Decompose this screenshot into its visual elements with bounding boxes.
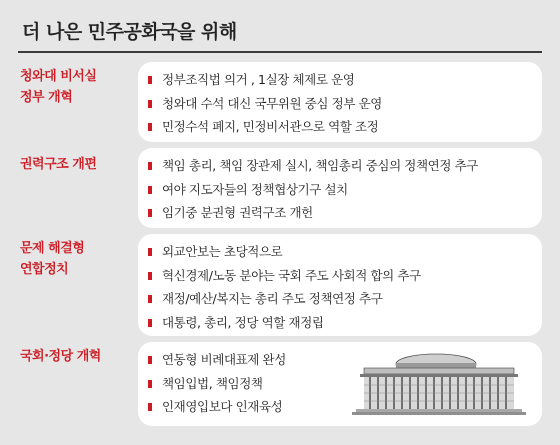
- list-item-text: 민정수석 폐지, 민정비서관으로 역할 조정: [162, 119, 379, 134]
- page-title: 더 나은 민주공화국을 위해: [22, 21, 237, 43]
- national-assembly-building-icon: [350, 352, 528, 416]
- section-items-box: [138, 148, 542, 228]
- bullet-icon: [148, 123, 152, 131]
- list-item: [148, 240, 532, 264]
- list-item-text: 임기중 분권형 권력구조 개헌: [162, 205, 313, 220]
- list-item-text: 여야 지도자들의 정책협상기구 설치: [162, 181, 348, 197]
- list-item: [148, 92, 532, 116]
- bullet-icon: [148, 209, 152, 217]
- bullet-icon: [148, 248, 152, 256]
- section-items-box: [138, 342, 542, 426]
- section-power-structure: [20, 148, 542, 228]
- bullet-icon: [148, 272, 152, 280]
- bullet-icon: [148, 162, 152, 170]
- list-item-text: 정부조직법 의거 , 1실장 체제로 운영: [162, 72, 355, 87]
- list-item-text: 인재영입보다 인재육성: [162, 399, 283, 414]
- list-item-text: 재정/예산/복지는 총리 주도 정책연정 추구: [162, 291, 383, 306]
- list-item-text: 연동형 비례대표제 완성: [162, 352, 286, 367]
- section-items-box: [138, 62, 542, 142]
- list-item: [148, 68, 532, 92]
- list-item-text: 책임 총리, 책임 장관제 실시, 책임총리 중심의 정책연정 추구: [162, 158, 478, 173]
- section-cheongwadae-reform: [20, 62, 542, 142]
- section-label: [20, 346, 132, 367]
- bullet-icon: [148, 295, 152, 303]
- bullet-icon: [148, 100, 152, 108]
- list-item: [148, 178, 532, 202]
- bullet-icon: [148, 380, 152, 388]
- section-coalition-politics: [20, 234, 542, 336]
- title-divider: [18, 51, 542, 53]
- list-item-text: 대통령, 총리, 정당 역할 재정립: [162, 314, 324, 330]
- section-label-line: 청와대 비서실: [20, 69, 97, 84]
- section-label-line: 국회·정당 개혁: [20, 349, 101, 364]
- section-assembly-party-reform: [20, 342, 542, 426]
- section-label-line: 연합정치: [20, 262, 69, 277]
- list-item-text: 외교안보는 초당적으로: [162, 244, 283, 259]
- list-item: [148, 201, 532, 225]
- list-item: [148, 311, 532, 335]
- bullet-icon: [148, 186, 152, 194]
- bullet-icon: [148, 403, 152, 411]
- section-label: [20, 238, 132, 280]
- list-item: [148, 264, 532, 288]
- list-item-text: 청와대 수석 대신 국무위원 중심 정부 운영: [162, 95, 382, 111]
- list-item: [148, 287, 532, 311]
- list-item: [148, 115, 532, 139]
- bullet-icon: [148, 356, 152, 364]
- bullet-icon: [148, 76, 152, 84]
- bullet-icon: [148, 319, 152, 327]
- section-label: [20, 66, 132, 108]
- list-item: [148, 154, 532, 178]
- list-item-text: 책임입법, 책임정책: [162, 375, 263, 391]
- list-item-text: 혁신경제/노동 분야는 국회 주도 사회적 합의 추구: [162, 267, 421, 283]
- section-label: [20, 154, 132, 175]
- section-items-box: [138, 234, 542, 336]
- section-label-line: 권력구조 개편: [20, 157, 97, 172]
- section-label-line: 문제 해결형: [20, 241, 85, 256]
- section-label-line: 정부 개혁: [20, 90, 73, 105]
